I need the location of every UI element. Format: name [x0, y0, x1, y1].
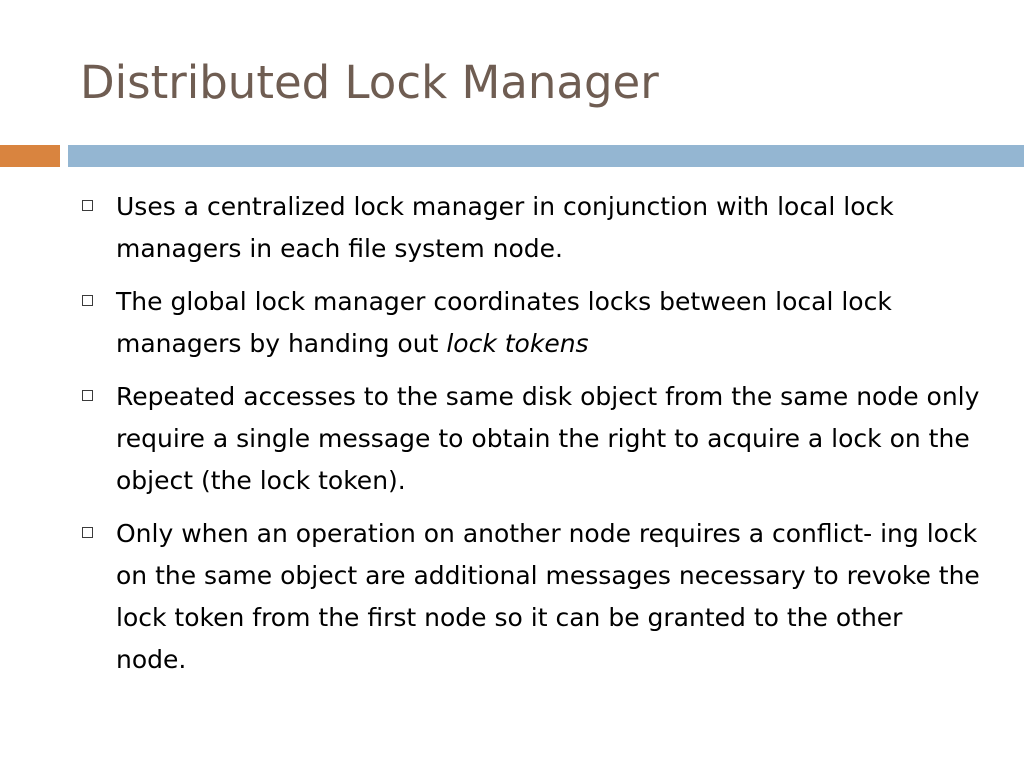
square-bullet-icon — [82, 390, 93, 401]
square-bullet-icon — [82, 527, 93, 538]
bullet-item-2 — [80, 281, 980, 365]
bullet-item-4 — [80, 513, 980, 681]
title-underline-bar — [68, 145, 1024, 167]
bullet-text: The global lock manager coordinates locks between local lock managers by handing out — [116, 287, 892, 358]
slide-title: Distributed Lock Manager — [80, 56, 659, 109]
bullet-item-1 — [80, 186, 980, 270]
bullet-emphasis: lock tokens — [446, 329, 589, 358]
bullet-text: Only when an operation on another node requires a conflict- ing lock on the same object are additional messages necessary to revoke the lock token from the first node so it can be granted to the other node. — [116, 519, 980, 674]
bullet-text: Repeated accesses to the same disk object from the same node only require a single message to obtain the right to acquire a lock on the object (the lock token). — [116, 382, 980, 495]
title-accent-bar — [0, 145, 60, 167]
bullet-item-3 — [80, 376, 980, 502]
bullet-text: Uses a centralized lock manager in conjunction with local lock managers in each file system node. — [116, 192, 894, 263]
square-bullet-icon — [82, 200, 93, 211]
square-bullet-icon — [82, 295, 93, 306]
bullet-list — [80, 186, 980, 692]
